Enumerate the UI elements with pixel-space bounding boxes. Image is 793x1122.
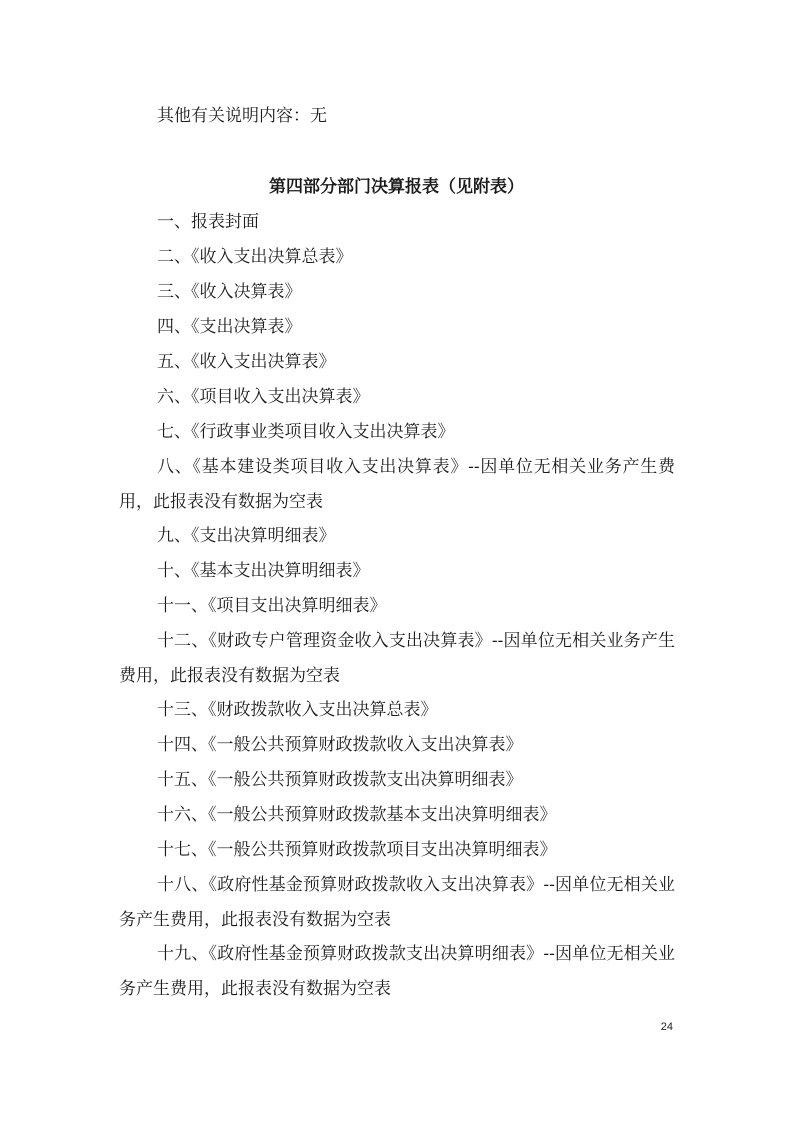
report-item-7: 七、《行政事业类项目收入支出决算表》 bbox=[157, 422, 455, 442]
report-item-6: 六、《项目收入支出决算表》 bbox=[157, 387, 370, 407]
report-item-17: 十七、《一般公共预算财政拨款项目支出决算明细表》 bbox=[157, 840, 557, 860]
report-item-15: 十五、《一般公共预算财政拨款支出决算明细表》 bbox=[157, 770, 523, 790]
report-item-2: 二、《收入支出决算总表》 bbox=[157, 247, 353, 267]
page-number: 24 bbox=[660, 1021, 673, 1033]
report-item-18: 十八、《政府性基金预算财政拨款收入支出决算表》--因单位无相关业务产生费用，此报表没有数据为空表 bbox=[119, 875, 675, 930]
report-item-1: 一、报表封面 bbox=[157, 212, 259, 232]
report-item-5: 五、《收入支出决算表》 bbox=[157, 352, 336, 372]
report-item-19: 十九、《政府性基金预算财政拨款支出决算明细表》--因单位无相关业务产生费用，此报表没有数据为空表 bbox=[119, 944, 675, 999]
report-item-3: 三、《收入决算表》 bbox=[157, 282, 302, 302]
report-item-14: 十四、《一般公共预算财政拨款收入支出决算表》 bbox=[157, 735, 523, 755]
report-item-4: 四、《支出决算表》 bbox=[157, 317, 302, 337]
report-item-11: 十一、《项目支出决算明细表》 bbox=[157, 596, 387, 616]
section-title: 第四部分部门决算报表（见附表） bbox=[269, 177, 524, 197]
report-item-10: 十、《基本支出决算明细表》 bbox=[157, 561, 370, 581]
report-item-9: 九、《支出决算明细表》 bbox=[157, 526, 336, 546]
report-item-8: 八、《基本建设类项目收入支出决算表》--因单位无相关业务产生费用，此报表没有数据为空表 bbox=[119, 457, 675, 512]
report-item-16: 十六、《一般公共预算财政拨款基本支出决算明细表》 bbox=[157, 805, 557, 825]
report-item-13: 十三、《财政拨款收入支出决算总表》 bbox=[157, 700, 438, 720]
report-item-12: 十二、《财政专户管理资金收入支出决算表》--因单位无相关业务产生费用，此报表没有数据为空表 bbox=[119, 631, 675, 686]
other-notes-line: 其他有关说明内容：无 bbox=[157, 106, 327, 126]
